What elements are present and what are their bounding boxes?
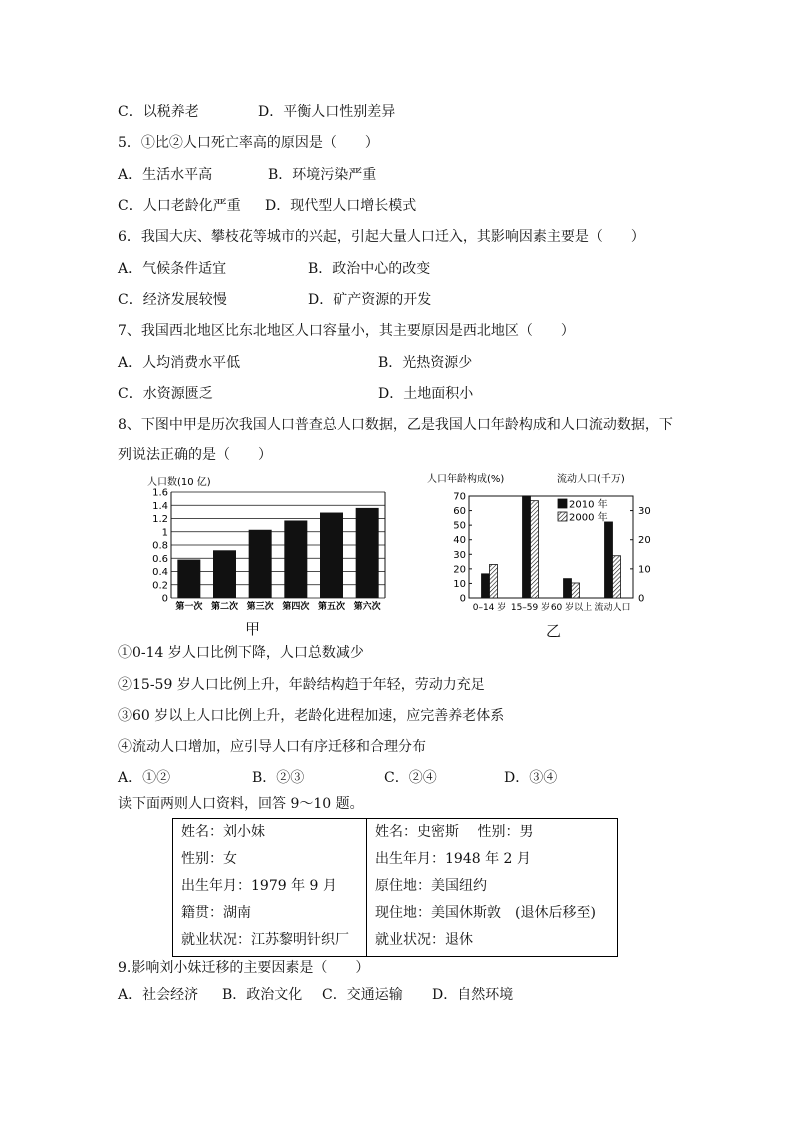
yi-bar	[613, 556, 621, 598]
jia-xtick-label: 第五次	[317, 602, 346, 612]
q7-stem: 7、我国西北地区比东北地区人口容量小，其主要原因是西北地区（ ）	[118, 323, 575, 339]
chart-jia-caption: 甲	[245, 620, 261, 638]
q8-option-b: B．②③	[252, 770, 305, 786]
yi-legend-label: 2000 年	[569, 512, 608, 524]
q9-option-d: D．自然环境	[432, 987, 514, 1003]
jia-ytick-label: 0	[161, 593, 168, 605]
q8-statement-2: ②15-59 岁人口比例上升，年龄结构趋于年轻，劳动力充足	[118, 677, 485, 693]
yi-ytick-right-label: 10	[638, 564, 651, 576]
yi-xtick-label: 15–59 岁	[510, 603, 551, 613]
yi-bar	[523, 496, 531, 598]
jia-ytick-label: 0.4	[152, 567, 168, 578]
chart-yi-ylabel-right: 流动人口(千万)	[557, 474, 625, 485]
yi-ytick-left-label: 10	[453, 578, 466, 590]
q8-statement-3: ③60 岁以上人口比例上升，老龄化进程加速，应完善养老体系	[118, 708, 505, 724]
yi-ytick-right-label: 20	[638, 535, 651, 547]
jia-ytick-label: 0.6	[152, 553, 168, 565]
q9-10-intro: 读下面两则人口资料，回答 9～10 题。	[118, 796, 364, 812]
jia-ytick-label: 0.8	[152, 540, 168, 552]
q8-statement-4: ④流动人口增加，应引导人口有序迁移和合理分布	[118, 739, 426, 755]
jia-bar	[177, 560, 200, 598]
q5-stem: 5．①比②人口死亡率高的原因是（ ）	[118, 135, 379, 151]
yi-bar	[605, 522, 613, 598]
yi-ytick-right-label: 30	[638, 506, 651, 518]
yi-ytick-left-label: 60	[453, 506, 466, 518]
yi-ytick-left-label: 40	[453, 535, 466, 547]
yi-xtick-label: 流动人口	[594, 603, 631, 613]
yi-legend-swatch	[558, 499, 567, 508]
q8-stem-line2: 列说法正确的是（ ）	[118, 447, 272, 463]
liu-gender: 性别：女	[181, 851, 237, 867]
chart-jia-ylabel: 人口数(10 亿)	[147, 477, 211, 488]
jia-xtick-label: 第四次	[282, 602, 310, 612]
profile-smith	[367, 819, 618, 957]
smith-birth: 出生年月：1948 年 2 月	[375, 851, 531, 867]
q4-option-c: C．以税养老	[118, 104, 199, 120]
yi-xtick-label: 0–14 岁	[472, 603, 507, 613]
jia-ytick-label: 0.2	[152, 580, 168, 592]
q9-option-a: A．社会经济	[118, 987, 199, 1003]
yi-ytick-left-label: 50	[453, 520, 466, 532]
jia-xtick-label: 第一次	[175, 602, 203, 612]
q8-option-d: D．③④	[504, 770, 558, 786]
liu-birth: 出生年月：1979 年 9 月	[181, 878, 337, 894]
yi-ytick-left-label: 0	[459, 593, 466, 605]
q5-option-c: C．人口老龄化严重	[118, 198, 241, 214]
yi-legend-swatch	[558, 512, 567, 521]
liu-employment: 就业状况：江苏黎明针织厂	[181, 932, 349, 948]
jia-xtick-label: 第二次	[210, 602, 239, 612]
jia-ytick-label: 1.6	[152, 487, 168, 499]
q6-option-c: C．经济发展较慢	[118, 292, 227, 308]
q5-option-d: D．现代型人口增长模式	[265, 198, 417, 214]
q4-option-d: D．平衡人口性别差异	[258, 104, 396, 120]
q6-stem: 6．我国大庆、攀枝花等城市的兴起，引起大量人口迁入，其影响因素主要是（ ）	[118, 229, 645, 245]
jia-ytick-label: 1	[161, 527, 168, 539]
profile-liu-xiaomei	[173, 819, 367, 957]
chart-yi-ylabel-left: 人口年龄构成(%)	[427, 474, 505, 485]
smith-origin: 原住地：美国纽约	[375, 878, 487, 894]
jia-xtick-label: 第三次	[246, 602, 274, 612]
smith-name-gender: 姓名：史密斯 性别：男	[375, 824, 534, 840]
q9-option-b: B．政治文化	[222, 987, 303, 1003]
liu-origin: 籍贯：湖南	[181, 905, 251, 921]
jia-ytick-label: 1.2	[152, 514, 168, 525]
yi-bar	[482, 574, 490, 598]
jia-bar	[249, 530, 272, 598]
q7-option-d: D．土地面积小	[378, 386, 474, 402]
chart-jia	[135, 474, 395, 622]
q6-option-b: B．政治中心的改变	[308, 261, 431, 277]
yi-ytick-left-label: 30	[453, 549, 466, 561]
q8-statement-1: ①0-14 岁人口比例下降，人口总数减少	[118, 645, 364, 661]
yi-bar	[490, 564, 498, 598]
yi-ytick-left-label: 20	[453, 564, 466, 576]
yi-bar	[564, 579, 572, 598]
q9-stem: 9.影响刘小妹迁移的主要因素是（ ）	[118, 960, 370, 976]
q9-option-c: C．交通运输	[322, 987, 403, 1003]
yi-legend-label: 2010 年	[569, 499, 608, 511]
jia-ytick-label: 1.4	[152, 500, 168, 512]
smith-current: 现住地：美国休斯敦 (退休后移至)	[375, 905, 596, 921]
yi-ytick-left-label: 70	[453, 491, 466, 503]
q8-option-a: A．①②	[118, 770, 171, 786]
jia-bar	[320, 513, 343, 598]
population-info-table	[172, 818, 618, 957]
jia-bar	[213, 550, 236, 598]
q8-stem-line1: 8、下图中甲是历次我国人口普查总人口数据，乙是我国人口年龄构成和人口流动数据，下	[118, 417, 673, 433]
q6-option-d: D．矿产资源的开发	[308, 292, 432, 308]
chart-yi	[425, 470, 665, 618]
yi-ytick-right-label: 0	[638, 593, 645, 605]
q6-option-a: A．气候条件适宜	[118, 261, 227, 277]
jia-bar	[356, 508, 379, 598]
liu-name: 姓名：刘小妹	[181, 824, 265, 840]
smith-employment: 就业状况：退休	[375, 932, 473, 948]
q5-option-b: B．环境污染严重	[268, 167, 377, 183]
q7-option-b: B．光热资源少	[378, 355, 473, 371]
jia-xtick-label: 第六次	[353, 602, 381, 612]
yi-xtick-label: 60 岁以上	[550, 603, 593, 613]
q8-option-c: C．②④	[384, 770, 437, 786]
yi-bar	[531, 501, 539, 598]
jia-bar	[284, 520, 307, 598]
chart-yi-caption: 乙	[546, 622, 562, 640]
q7-option-c: C．水资源匮乏	[118, 386, 213, 402]
q5-option-a: A．生活水平高	[118, 167, 213, 183]
q7-option-a: A．人均消费水平低	[118, 355, 241, 371]
yi-bar	[572, 583, 580, 598]
